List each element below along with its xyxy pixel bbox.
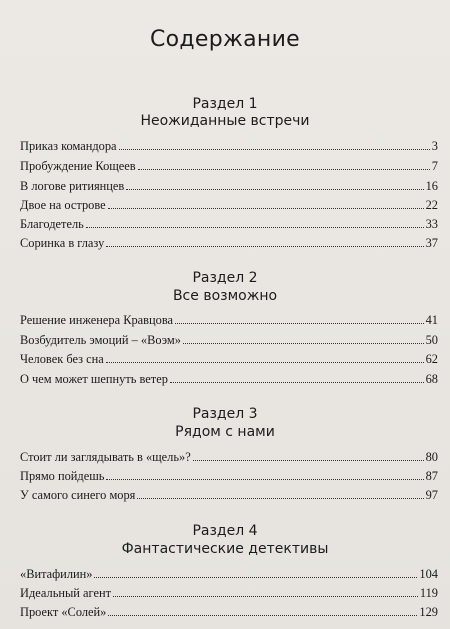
toc-entry-page: 33	[425, 217, 438, 231]
toc-entry-title: Человек без сна	[20, 352, 104, 366]
dot-leader	[138, 169, 430, 170]
toc-entry[interactable]	[20, 194, 438, 212]
toc-entry-title: Решение инженера Кравцова	[20, 313, 174, 327]
dot-leader	[106, 479, 423, 480]
toc-entry[interactable]	[20, 309, 438, 327]
toc-entry-title: Возбудитель эмоций – «Воэм»	[20, 333, 181, 347]
toc-entry-title: Двое на острове	[20, 198, 106, 212]
toc-entry-page: 3	[431, 139, 438, 153]
toc-entry-title: Проект «Солей»	[20, 605, 107, 619]
toc-entry[interactable]	[20, 213, 438, 231]
dot-leader	[126, 189, 423, 190]
section-4-name: Фантастические детективы	[121, 541, 329, 557]
toc-entry-title: «Витафилин»	[20, 567, 93, 581]
section-2-name: Все возможно	[172, 288, 278, 304]
toc-entry-title: Пробуждение Кощеев	[20, 159, 136, 173]
toc-entry-title: В логове ритиянцев	[20, 179, 125, 193]
toc-entry[interactable]	[20, 175, 438, 193]
toc-entry[interactable]	[20, 601, 438, 619]
dot-leader	[108, 615, 417, 616]
toc-entry-page: 7	[431, 159, 438, 173]
toc-entry[interactable]	[20, 446, 438, 464]
dot-leader	[170, 382, 424, 383]
toc-entry-title: Идеальный агент	[20, 586, 111, 600]
dot-leader	[106, 362, 424, 363]
toc-entry-page: 50	[425, 333, 438, 347]
toc-entry-page: 41	[425, 313, 438, 327]
section-1-name: Неожиданные встречи	[140, 113, 310, 129]
toc-entry-page: 16	[425, 179, 438, 193]
toc-entry[interactable]	[20, 368, 438, 386]
dot-leader	[94, 577, 417, 578]
toc-entry[interactable]	[20, 135, 438, 153]
toc-entry[interactable]	[20, 155, 438, 173]
toc-entry-page: 119	[419, 586, 438, 600]
section-3-number: Раздел 3	[192, 406, 258, 422]
toc-entry-title: Приказ командора	[20, 139, 117, 153]
dot-leader	[113, 596, 418, 597]
toc-entry-page: 104	[419, 567, 438, 581]
toc-entry-page: 80	[425, 450, 438, 464]
dot-leader	[119, 149, 430, 150]
dot-leader	[193, 460, 424, 461]
dot-leader	[86, 227, 424, 228]
toc-entry[interactable]	[20, 582, 438, 600]
dot-leader	[108, 208, 424, 209]
toc-entry-page: 62	[425, 352, 438, 366]
toc-entry-title: Стоит ли заглядывать в «щель»?	[20, 450, 191, 464]
dot-leader	[175, 323, 424, 324]
toc-entry-page: 87	[425, 469, 438, 483]
toc-entry[interactable]	[20, 232, 438, 250]
dot-leader	[106, 246, 423, 247]
toc-entry[interactable]	[20, 465, 438, 483]
toc-entry[interactable]	[20, 484, 438, 502]
toc-entry-page: 68	[425, 372, 438, 386]
dot-leader	[183, 343, 424, 344]
toc-entry-title: Благодетель	[20, 217, 84, 231]
section-4-number: Раздел 4	[192, 523, 258, 539]
section-2-number: Раздел 2	[192, 270, 258, 286]
toc-entry-page: 129	[419, 605, 438, 619]
toc-entry-title: Соринка в глазу	[20, 236, 105, 250]
toc-entry-page: 37	[425, 236, 438, 250]
dot-leader	[137, 498, 423, 499]
toc-entry-page: 22	[425, 198, 438, 212]
section-3-name: Рядом с нами	[175, 424, 275, 440]
toc-entry-title: У самого синего моря	[20, 488, 136, 502]
toc-entry-page: 97	[425, 488, 438, 502]
toc-entry-title: О чем может шепнуть ветер	[20, 372, 168, 386]
toc-entry-title: Прямо пойдешь	[20, 469, 105, 483]
toc-entry[interactable]	[20, 348, 438, 366]
section-1-number: Раздел 1	[192, 96, 258, 112]
toc-entry[interactable]	[20, 563, 438, 581]
toc-entry[interactable]	[20, 329, 438, 347]
page-title: Содержание	[149, 27, 301, 52]
